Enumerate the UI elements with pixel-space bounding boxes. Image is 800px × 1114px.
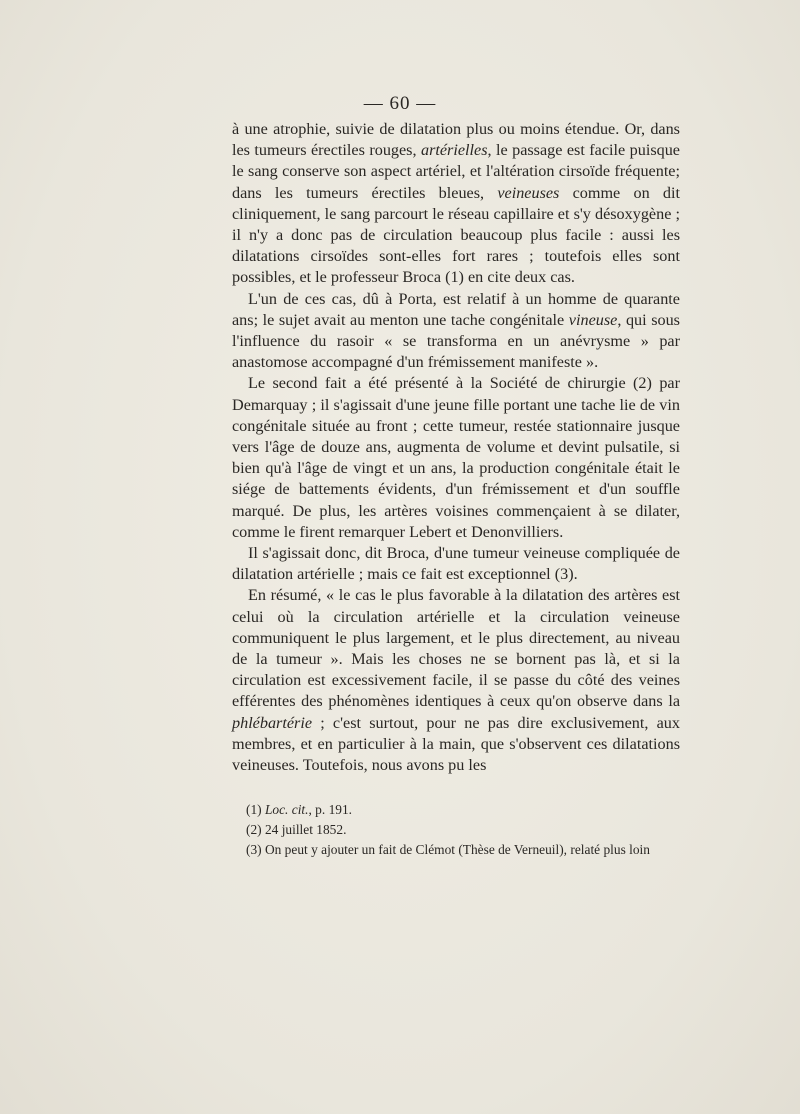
italic-text: artérielles — [420, 141, 488, 160]
paragraph — [232, 543, 680, 585]
text-run: (2) 24 juillet 1852. — [246, 822, 347, 837]
text-run: L'un de ces cas, dû à Porta, est relatif à un homme de quarante ans; le sujet avait au menton une tache congénitale — [232, 289, 680, 329]
text-run: ; c'est surtout, pour ne pas dire exclusivement, aux membres, et en particulier à la main, que s'observent ces dilatations veineuses. Toutefois, nous avons pu les — [232, 713, 680, 775]
text-run: à une atrophie, suivie de dilatation plus ou moins étendue. Or, dans les tumeurs érectiles rouges, — [232, 120, 680, 160]
text-run: , qui sous l'influence du rasoir « se transforma en un anévrysme » par anastomose accompagné d'un frémissement manifeste ». — [232, 310, 680, 372]
italic-text: vineuse — [568, 310, 618, 329]
text-run: , le passage est facile puisque le sang conserve son aspect artériel, et l'altération cirsoïde fréquente; dans les tumeurs érectiles bleues, — [232, 141, 680, 202]
footnote — [246, 800, 686, 820]
paragraph — [232, 373, 680, 543]
text-run: En résumé, « le cas le plus favorable à la dilatation des artères est celui où la circulation artérielle et la circulation veineuse communiquent le plus largement, et le plus directement, au niveau de la tumeur ». Mais les choses ne se bornent pas là, et si la circulation est excessivement facile, il se passe du côté des veines efférentes des phénomènes identiques à ceux qu'on observe dans la — [232, 586, 680, 711]
paragraph — [232, 289, 680, 374]
page-number: — 60 — — [363, 93, 437, 114]
italic-text: Loc. cit. — [264, 802, 309, 817]
text-run: Il s'agissait donc, dit Broca, d'une tumeur veineuse compliquée de dilatation artérielle ; mais ce fait est exceptionnel (3). — [232, 544, 680, 584]
footnote — [246, 820, 686, 840]
text-run: , p. 191. — [308, 802, 353, 817]
text-run: (3) On peut y ajouter un fait de Clémot (Thèse de Verneuil), relaté plus loin — [246, 842, 650, 857]
paragraph — [232, 585, 680, 776]
italic-text: veineuses — [497, 183, 560, 202]
text-run: comme on dit cliniquement, le sang parcourt le réseau capillaire et s'y désoxygène ; il n'y a donc pas de circulation beaucoup plus facile : aussi les dilatations cirsoïdes sont-elles fort rares ; toutefois elles sont possibles, et le professeur Broca (1) en cite deux cas. — [232, 183, 680, 287]
paragraph — [232, 119, 680, 289]
text-run: Le second fait a été présenté à la Société de chirurgie (2) par Demarquay ; il s'agissait d'une jeune fille portant une tache lie de vin congénitale située au front ; cette tumeur, restée stationnaire jusque vers l'âge de douze ans, augmenta de volume et devint pulsatile, si bien qu'à l'âge de vingt et un ans, la production congénitale était le siége de battements évidents, d'un frémissement et d'un souffle marqué. De plus, les artères voisines commençaient à se dilater, comme le firent remarquer Lebert et Denonvilliers. — [232, 374, 680, 541]
footnotes — [246, 800, 686, 860]
italic-text: phlébartérie — [232, 713, 313, 732]
text-run: (1) — [246, 802, 265, 817]
body-text — [232, 119, 680, 776]
footnote — [246, 840, 686, 860]
